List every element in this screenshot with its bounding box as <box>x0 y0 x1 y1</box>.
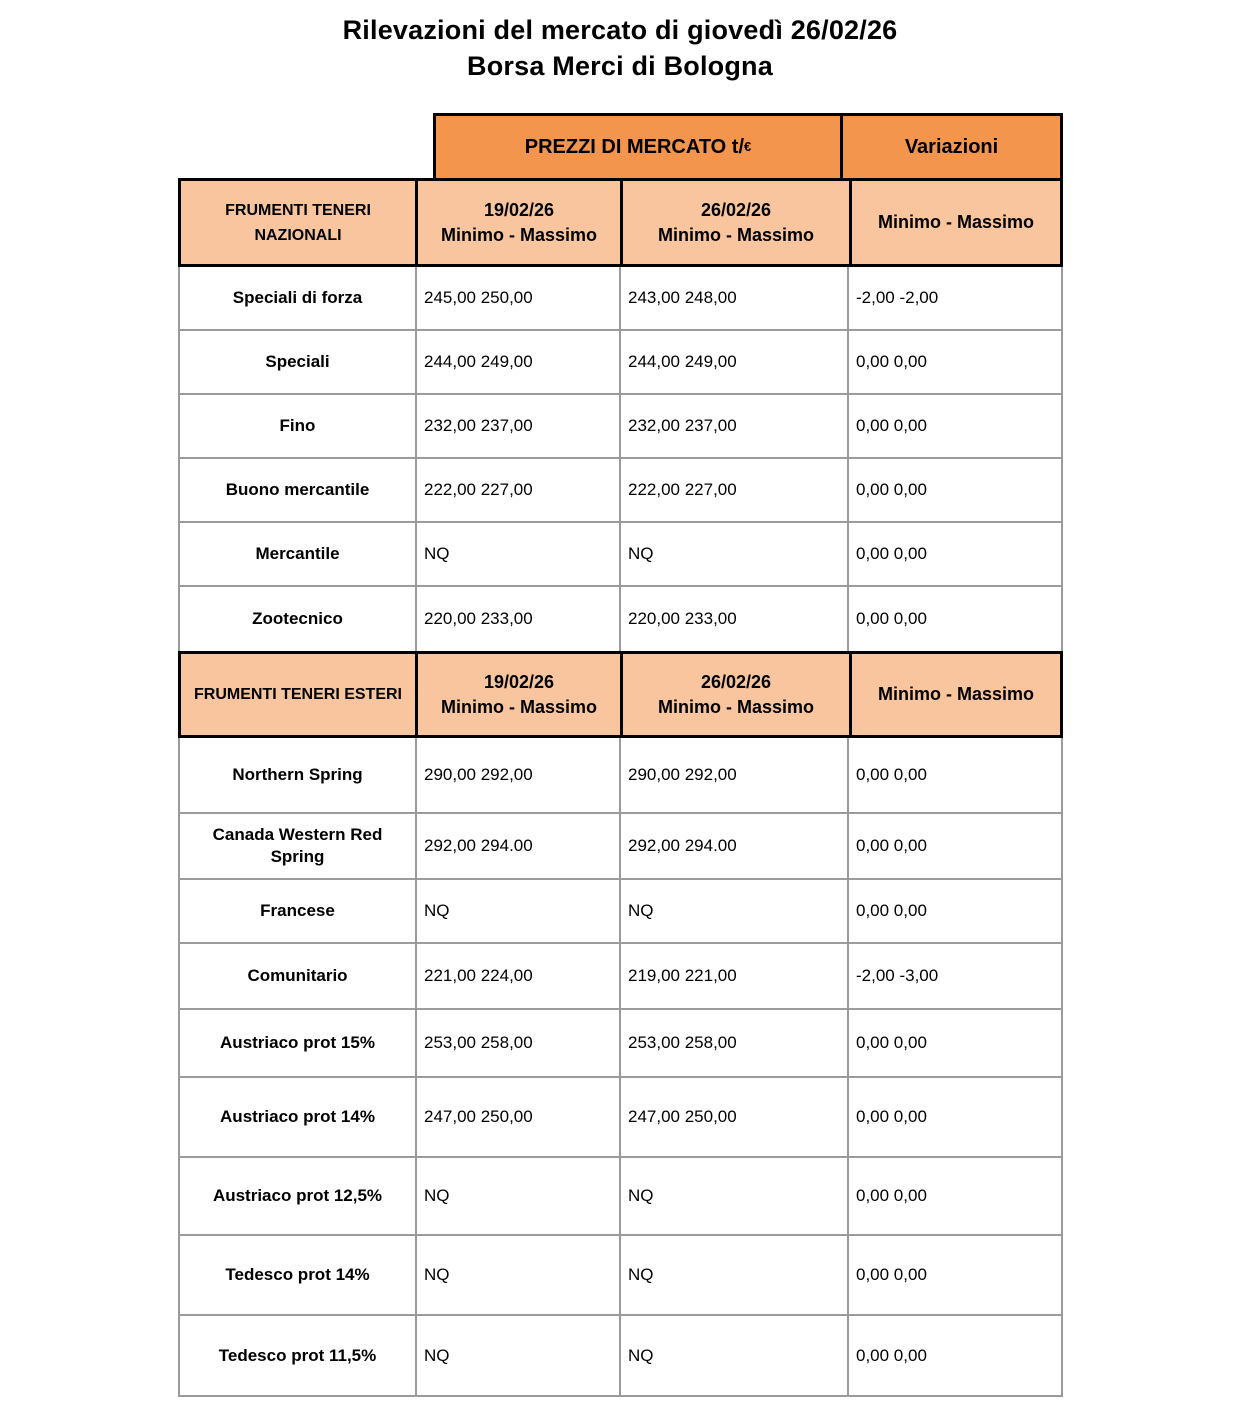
variation-value: 0,00 0,00 <box>849 1010 1063 1076</box>
section-header-esteri <box>178 651 1063 738</box>
prezzi-di-mercato-header: PREZZI DI MERCATO t/ € <box>436 116 843 178</box>
row-label: Austriaco prot 12,5% <box>180 1158 417 1234</box>
date-curr: 26/02/26 <box>700 671 772 692</box>
page-title <box>0 12 1240 84</box>
price-table <box>178 113 1063 1397</box>
minimo-massimo-label: Minimo - Massimo <box>440 224 597 245</box>
minimo-massimo-label: Minimo - Massimo <box>657 696 814 717</box>
variation-value: -2,00 -2,00 <box>849 267 1063 329</box>
column-header-variazioni-range: Minimo - Massimo <box>877 684 1034 704</box>
variazioni-header: Variazioni <box>904 135 999 158</box>
minimo-massimo-label: Minimo - Massimo <box>440 696 597 717</box>
price-prev: NQ <box>417 523 621 585</box>
date-prev: 19/02/26 <box>483 199 555 220</box>
price-prev: 247,00 250,00 <box>417 1078 621 1156</box>
price-prev: 245,00 250,00 <box>417 267 621 329</box>
variation-value: 0,00 0,00 <box>849 1316 1063 1395</box>
column-header-date-curr <box>623 654 852 735</box>
variation-value: 0,00 0,00 <box>849 1078 1063 1156</box>
rows-esteri <box>178 738 1063 1397</box>
price-prev: 244,00 249,00 <box>417 331 621 393</box>
price-prev: 253,00 258,00 <box>417 1010 621 1076</box>
price-curr: 243,00 248,00 <box>621 267 849 329</box>
section-title-esteri: FRUMENTI TENERI ESTERI <box>181 654 418 735</box>
table-row <box>180 267 1063 331</box>
page-title-line2: Borsa Merci di Bologna <box>467 51 773 81</box>
variation-value: 0,00 0,00 <box>849 395 1063 457</box>
page-title-line1: Rilevazioni del mercato di giovedì 26/02/26 <box>342 15 898 45</box>
top-header-band <box>433 113 1063 178</box>
variation-value: 0,00 0,00 <box>849 459 1063 521</box>
row-label: Northern Spring <box>180 738 417 812</box>
column-header-date-prev <box>418 181 623 264</box>
price-curr: 290,00 292,00 <box>621 738 849 812</box>
column-header-date-prev <box>418 654 623 735</box>
price-prev: 232,00 237,00 <box>417 395 621 457</box>
price-prev: 220,00 233,00 <box>417 587 621 651</box>
table-row <box>180 1236 1063 1316</box>
price-curr: 232,00 237,00 <box>621 395 849 457</box>
variation-value: 0,00 0,00 <box>849 880 1063 942</box>
row-label: Speciali di forza <box>180 267 417 329</box>
table-row <box>180 738 1063 814</box>
row-label: Francese <box>180 880 417 942</box>
row-label: Austriaco prot 14% <box>180 1078 417 1156</box>
price-curr: 292,00 294.00 <box>621 814 849 878</box>
row-label: Fino <box>180 395 417 457</box>
table-row <box>180 1158 1063 1236</box>
variation-value: 0,00 0,00 <box>849 331 1063 393</box>
row-label: Tedesco prot 14% <box>180 1236 417 1314</box>
column-header-variazioni-range: Minimo - Massimo <box>877 212 1034 232</box>
row-label: Tedesco prot 11,5% <box>180 1316 417 1395</box>
table-row <box>180 880 1063 944</box>
section-title-nazionali: FRUMENTI TENERI NAZIONALI <box>181 181 418 264</box>
price-curr: 244,00 249,00 <box>621 331 849 393</box>
price-curr: 253,00 258,00 <box>621 1010 849 1076</box>
price-prev: NQ <box>417 1236 621 1314</box>
table-row <box>180 814 1063 880</box>
variation-value: 0,00 0,00 <box>849 1236 1063 1314</box>
table-row <box>180 395 1063 459</box>
rows-nazionali <box>178 267 1063 651</box>
date-prev: 19/02/26 <box>483 671 555 692</box>
price-prev: 222,00 227,00 <box>417 459 621 521</box>
price-prev: 221,00 224,00 <box>417 944 621 1008</box>
table-row <box>180 1078 1063 1158</box>
price-curr: NQ <box>621 1316 849 1395</box>
row-label: Buono mercantile <box>180 459 417 521</box>
price-curr: 220,00 233,00 <box>621 587 849 651</box>
price-prev: NQ <box>417 1158 621 1234</box>
date-curr: 26/02/26 <box>700 199 772 220</box>
price-curr: NQ <box>621 1236 849 1314</box>
price-curr: 222,00 227,00 <box>621 459 849 521</box>
table-row <box>180 459 1063 523</box>
row-label: Zootecnico <box>180 587 417 651</box>
row-label: Speciali <box>180 331 417 393</box>
row-label: Mercantile <box>180 523 417 585</box>
table-row <box>180 944 1063 1010</box>
row-label: Comunitario <box>180 944 417 1008</box>
price-curr: NQ <box>621 523 849 585</box>
price-curr: 247,00 250,00 <box>621 1078 849 1156</box>
price-curr: NQ <box>621 880 849 942</box>
price-prev: NQ <box>417 880 621 942</box>
table-row <box>180 523 1063 587</box>
table-row <box>180 1010 1063 1078</box>
variation-value: 0,00 0,00 <box>849 738 1063 812</box>
variation-value: -2,00 -3,00 <box>849 944 1063 1008</box>
price-curr: 219,00 221,00 <box>621 944 849 1008</box>
variation-value: 0,00 0,00 <box>849 814 1063 878</box>
price-prev: 292,00 294.00 <box>417 814 621 878</box>
table-row <box>180 1316 1063 1397</box>
price-prev: NQ <box>417 1316 621 1395</box>
table-row <box>180 587 1063 651</box>
prezzi-label: PREZZI DI MERCATO t/ <box>524 135 745 158</box>
price-curr: NQ <box>621 1158 849 1234</box>
minimo-massimo-label: Minimo - Massimo <box>657 224 814 245</box>
variation-value: 0,00 0,00 <box>849 1158 1063 1234</box>
section-header-nazionali <box>178 178 1063 267</box>
variation-value: 0,00 0,00 <box>849 523 1063 585</box>
variation-value: 0,00 0,00 <box>849 587 1063 651</box>
table-row <box>180 331 1063 395</box>
column-header-date-curr <box>623 181 852 264</box>
price-prev: 290,00 292,00 <box>417 738 621 812</box>
row-label: Canada Western Red Spring <box>180 814 417 878</box>
row-label: Austriaco prot 15% <box>180 1010 417 1076</box>
